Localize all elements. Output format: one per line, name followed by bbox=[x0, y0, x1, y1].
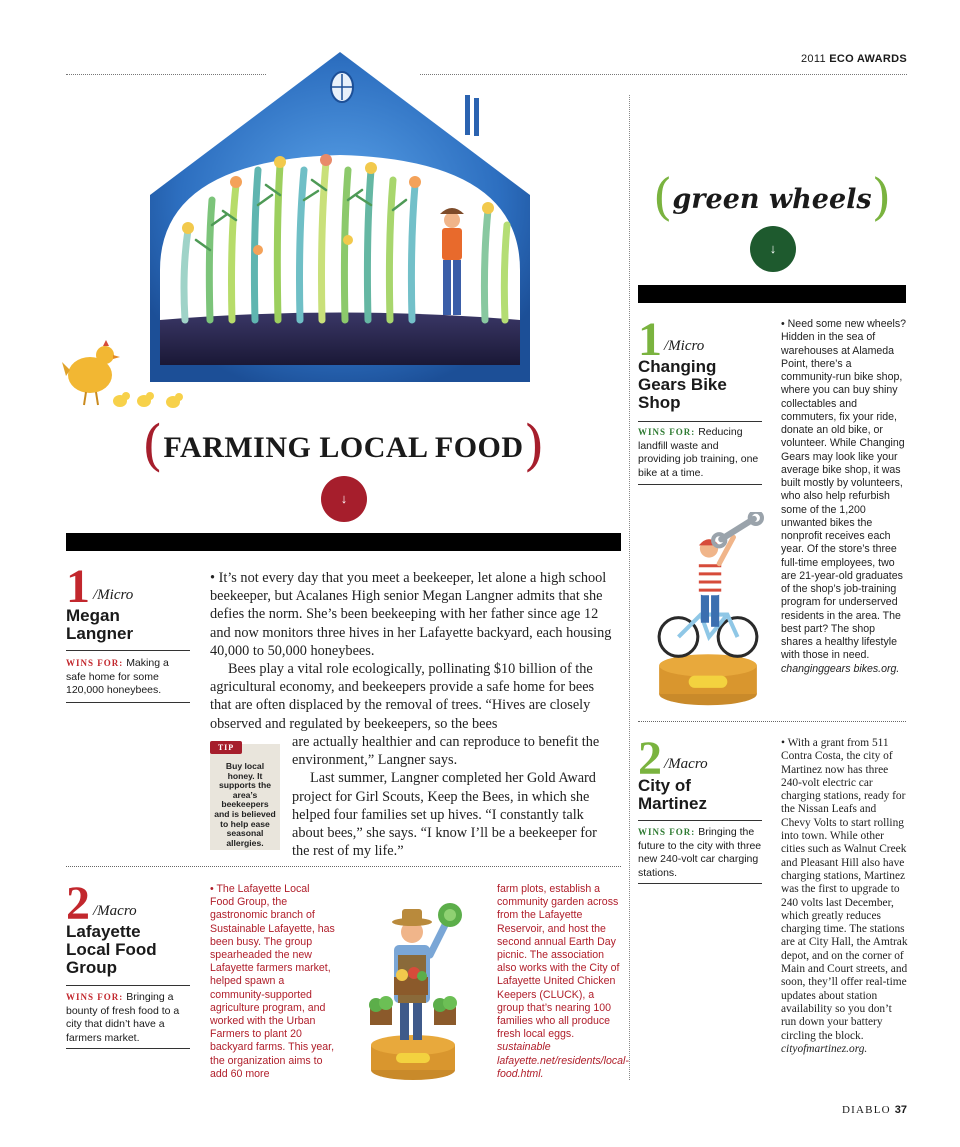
green-award2-rule bbox=[638, 820, 762, 821]
green-award2-wins: WINS FOR: Bringing the future to the city with three new 240-volt car charging stations. bbox=[638, 826, 762, 879]
cyclist-with-wrench-figure bbox=[652, 512, 764, 707]
farming-award1-wins: WINS FOR: Making a safe home for some 120,000 honeybees. bbox=[66, 657, 169, 696]
farming-award1-body-cont: are actually healthier and can reproduce to benefit the environment,” Langner says. Last summer, Langner completed her Gold Award project for Girl Scouts, Keep the Bees, in which she helped four families set up hives. “I constantly talk about bees,” she says. “I know I’ll be a beekeeper for the rest of my life.” bbox=[292, 734, 600, 860]
farming-award1-body: • It’s not every day that you meet a beekeeper, let alone a high school beekeeper, but Acalanes High senior Megan Langner admits that she defies the norm. She’s been beekeeping with her father since age 12 and now monitors three hives in her Lafayette backyard, each housing 40,000 to 50,000 honeybees. Bees play a vital role ecologically, pollinating $10 billion of the agricultural economy, and beekeepers provide a safe home for bees that are often displaced by the removal of trees. “Hives are closely observed and regulated by beekeepers, so the bees bbox=[210, 570, 612, 732]
green-title-text: green wheels bbox=[672, 184, 872, 215]
farming-award2-name: Lafayette Local Food Group bbox=[66, 922, 157, 977]
farming-award2-wins: WINS FOR: Bringing a bounty of fresh food to a city that didn’t have a farmers market. bbox=[66, 991, 180, 1044]
green-award1-wins: WINS FOR: Reducing landfill waste and providing job training, one bike at a time. bbox=[638, 426, 759, 479]
farming-award1-rule bbox=[66, 650, 190, 651]
green-award2-kind: /Macro bbox=[664, 756, 708, 772]
farming-award2-rule-bottom bbox=[66, 1048, 190, 1049]
footer-page-number: 37 bbox=[894, 1104, 907, 1116]
green-down-arrow-icon[interactable]: ↓ bbox=[750, 226, 796, 272]
green-award2-name: City of Martinez bbox=[638, 776, 707, 813]
farming-divider bbox=[66, 866, 621, 867]
header-year: 2011 bbox=[801, 53, 826, 65]
green-award1-rule bbox=[638, 421, 762, 422]
green-award1-link[interactable]: changinggears bikes.org. bbox=[781, 662, 900, 675]
footer-magazine: DIABLO bbox=[842, 1104, 891, 1116]
farming-section-bar bbox=[66, 533, 621, 551]
farmer-with-vegetables-figure bbox=[357, 885, 469, 1085]
hen-icon bbox=[62, 340, 120, 405]
farming-award1-number: 1 bbox=[66, 560, 90, 613]
farming-section-title: (FARMING LOCAL FOOD) bbox=[141, 414, 546, 478]
farming-award1-name: Megan Langner bbox=[66, 606, 134, 643]
chick-icon bbox=[113, 392, 183, 408]
farming-award1-rule-bottom bbox=[66, 702, 190, 703]
farming-award2-number: 2 bbox=[66, 877, 90, 930]
farming-award2-link[interactable]: sustainable lafayette.net/residents/local-food.html. bbox=[497, 1041, 629, 1080]
green-section-bar bbox=[638, 285, 906, 303]
green-award1-number: 1 bbox=[638, 313, 662, 366]
tip-text: Buy local honey. It supports the area’s beekeepers and is believed to help ease seasonal allergies. bbox=[214, 761, 276, 848]
farming-award2-body-col2: farm plots, establish a community garden across from the Lafayette Reservoir, and host the second annual Earth Day picnic. The association also works with the City of Lafayette United Chicken Keepers (CLUCK), a group that’s nearing 100 families who all produce fresh local eggs. sustainable lafayette.net/residents/local-food.html. bbox=[497, 883, 629, 1080]
section-label bbox=[801, 53, 907, 65]
green-divider bbox=[638, 721, 906, 722]
green-award1-rule-bottom bbox=[638, 484, 762, 485]
green-award1-kind: /Micro bbox=[664, 338, 705, 354]
farming-down-arrow-icon[interactable]: ↓ bbox=[321, 476, 367, 522]
green-section-title: (green wheels) bbox=[652, 167, 892, 226]
green-award2-link[interactable]: cityofmartinez.org. bbox=[781, 1042, 868, 1055]
green-award2-rule-bottom bbox=[638, 883, 762, 884]
page-footer bbox=[842, 1104, 907, 1116]
farming-award2-body-col1: • The Lafayette Local Food Group, the gastronomic branch of Sustainable Lafayette, has been busy. The group spearheaded the new Lafayette farmers market, helped spawn a community-supported agriculture program, and worked with the Urban Farmers to plant 20 backyard farms. This year, the organization aims to add 60 more bbox=[210, 883, 335, 1080]
header-label: ECO AWARDS bbox=[829, 53, 907, 65]
column-divider bbox=[629, 95, 630, 1080]
farming-award2-rule bbox=[66, 985, 190, 986]
green-award1-name: Changing Gears Bike Shop bbox=[638, 357, 727, 412]
farming-title-text: FARMING LOCAL FOOD bbox=[163, 431, 524, 464]
farming-award1-kind: /Micro bbox=[93, 587, 134, 603]
barn-greenhouse-illustration bbox=[60, 20, 620, 420]
green-award1-body: • Need some new wheels? Hidden in the sea of warehouses at Alameda Point, there’s a community-run bike shop, where you can buy shiny collectables and commuters, fix your ride, donate an old bike, or volunteer. While Changing Gears may look like your average bike shop, it was built mostly by volunteers, who also help refurbish some of the 1,200 unwanted bikes the nonprofit receives each year. Of the store’s three full-time employees, two are 21-year-old graduates of the shop’s job-training program for underserved residents in the area. The best part? The shop shares a healthy lifestyle with those in need. changinggears bikes.org. bbox=[781, 318, 907, 675]
green-award2-number: 2 bbox=[638, 732, 662, 785]
tip-label: TIP bbox=[210, 741, 242, 754]
farming-award2-kind: /Macro bbox=[93, 903, 137, 919]
green-award2-body: • With a grant from 511 Contra Costa, the city of Martinez now has three 240-volt electric car charging stations, ready for the Nissan Leafs and Chevy Volts to start rolling into town. While other cities such as Walnut Creek and Pleasant Hill also have charging stations, Martinez was the first to upgrade to 240 volts last December, which greatly reduces charging time. The stations are at City Hall, the Amtrak depot, and on the corner of Main and Court streets, and soon, they’ll offer real-time updates about station availability so you don’t run down your battery circling the block. cityofmartinez.org. bbox=[781, 737, 908, 1055]
